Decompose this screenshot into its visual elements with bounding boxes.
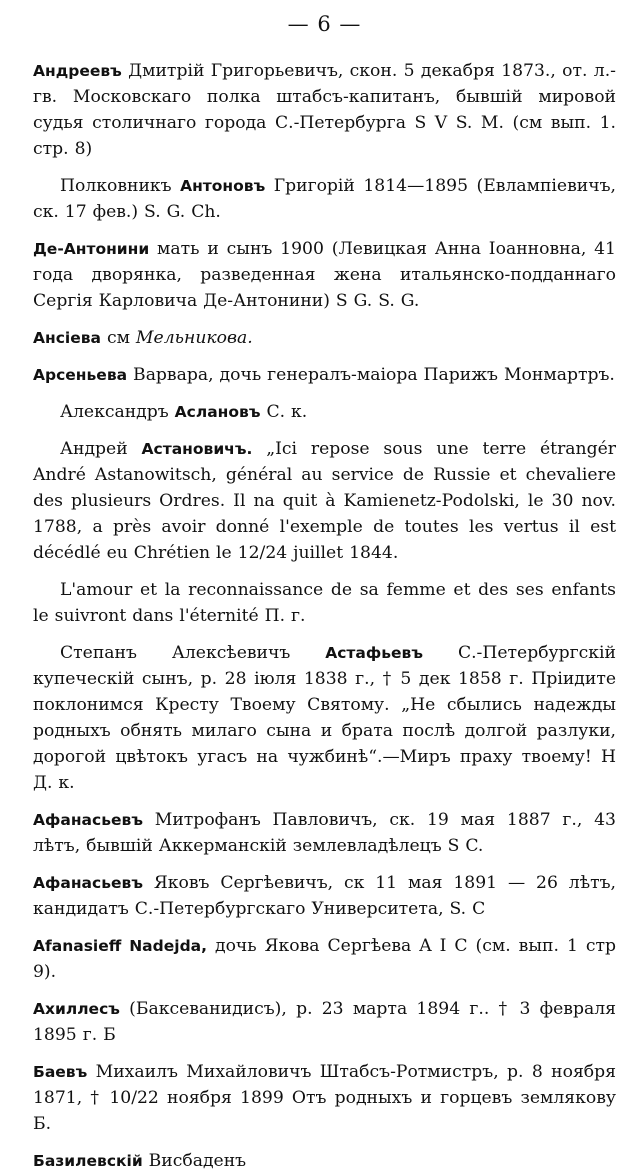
entry-name: Афанасьевъ: [33, 874, 143, 892]
page-number: — 6 —: [287, 12, 362, 36]
entry-text: „Ici repose sous une terre étrangér André Astanowitsch, général au service de Russie et chevaliere des plusieurs Ordres. Il na quit à Kamienetz-Podolski, le 30 nov. 1788, a près avoir donné l'exemple de toutes les vertus il est décédlé eu Chrétien le 12/24 juillet 1844.: [33, 439, 616, 563]
entry-name: Афанасьевъ: [33, 811, 143, 829]
entry-text: дочь Якова Сергѣева A I C (см. вып. 1 стр 9).: [33, 936, 616, 982]
entry-astanovich-continuation: [33, 577, 616, 629]
entry-name: Базилевскій: [33, 1152, 143, 1170]
entry-text: С. к.: [260, 402, 308, 422]
entry-name: Аслановъ: [174, 403, 261, 421]
entry-text: L'amour et la reconnaissance de sa femme et des ses enfants le suivront dans l'éternité П. г.: [33, 580, 616, 626]
entry-prefix: Полковникъ: [60, 176, 181, 196]
entry-name: Арсеньева: [33, 366, 128, 384]
entry-text: Яковъ Сергѣевичъ, ск 11 мая 1891 — 26 лѣтъ, кандидатъ С.-Петербургскаго Университета, S. C: [33, 873, 616, 919]
entry-text: см: [101, 328, 136, 348]
entry-prefix: Андрей: [60, 439, 142, 459]
entry-afanasiev-yakov: [33, 870, 616, 922]
entry-cross-reference: Мельникова.: [135, 328, 253, 348]
entry-prefix: Александръ: [60, 402, 175, 422]
entry-ansieva: [33, 325, 616, 351]
entry-astanovich: [33, 436, 616, 566]
entry-name: Андреевъ: [33, 62, 122, 80]
entry-text: Михаилъ Михайловичъ Штабсъ-Ротмистръ, р. 8 ноября 1871, † 10/22 ноября 1899 Отъ родныхъ и горцевъ землякову Б.: [33, 1062, 616, 1134]
entry-name: Астафьевъ: [325, 644, 424, 662]
entry-name: Ансіева: [33, 329, 101, 347]
entry-akhilles: [33, 996, 616, 1048]
entry-name: Ахиллесъ: [33, 1000, 120, 1018]
entry-text: Митрофанъ Павловичъ, ск. 19 мая 1887 г., 43 лѣтъ, бывшій Аккерманскій землевладѣлецъ S C.: [33, 810, 616, 856]
entry-afanasieff-nadejda: [33, 933, 616, 985]
entry-name: Антоновъ: [180, 177, 266, 195]
entry-text: Варвара, дочь генералъ-маіора Парижъ Монмартръ.: [127, 365, 615, 385]
entry-text: Дмитрій Григорьевичъ, скон. 5 декабря 1873., от. л.-гв. Московскаго полка штабсъ-капитанъ, бывшій мировой судья столичнаго города С.-Петербурга S V S. M. (см вып. 1. стр. 8): [33, 61, 616, 159]
entry-name: Afanasieff Nadejda,: [33, 937, 208, 955]
entry-name: Де-Антонини: [33, 240, 150, 258]
entry-name: Астановичъ.: [141, 440, 253, 458]
entry-baev: [33, 1059, 616, 1137]
entry-de-antonini: [33, 236, 616, 314]
entry-aslanov: [33, 399, 616, 425]
entry-prefix: Степанъ Алексѣевичъ: [60, 643, 326, 663]
entry-name: Баевъ: [33, 1063, 88, 1081]
entry-text: С.-Петербургскій купеческій сынъ, р. 28 іюля 1838 г., † 5 дек 1858 г. Пріидите поклонимся Кресту Твоему Святому. „Не сбылись надежды родныхъ обнять милаго сына и брата послѣ долгой разлуки, дорогой цвѣтокъ угасъ на чужбинѣ“.—Миръ праху твоему! Н Д. к.: [33, 643, 616, 793]
entry-text: мать и сынъ 1900 (Левицкая Анна Іоанновна, 41 года дворянка, разведенная жена итальянско-подданнаго Сергія Карловича Де-Антонини) S G. S. G.: [33, 239, 616, 311]
entry-arsenieva: [33, 362, 616, 388]
entry-bazilevskiy: [33, 1148, 616, 1174]
entry-text: Висбаденъ: [142, 1151, 247, 1171]
entry-andreev-dmitriy: [33, 58, 616, 162]
entry-text: (Баксеванидисъ), р. 23 марта 1894 г.. † 3 февраля 1895 г. Б: [33, 999, 616, 1045]
entry-astafiev: [33, 640, 616, 796]
entry-afanasiev-mitrofan: [33, 807, 616, 859]
entry-antonov: [33, 173, 616, 225]
entry-text: Григорій 1814—1895 (Евлампіевичъ, ск. 17 фев.) S. G. Ch.: [33, 176, 616, 222]
